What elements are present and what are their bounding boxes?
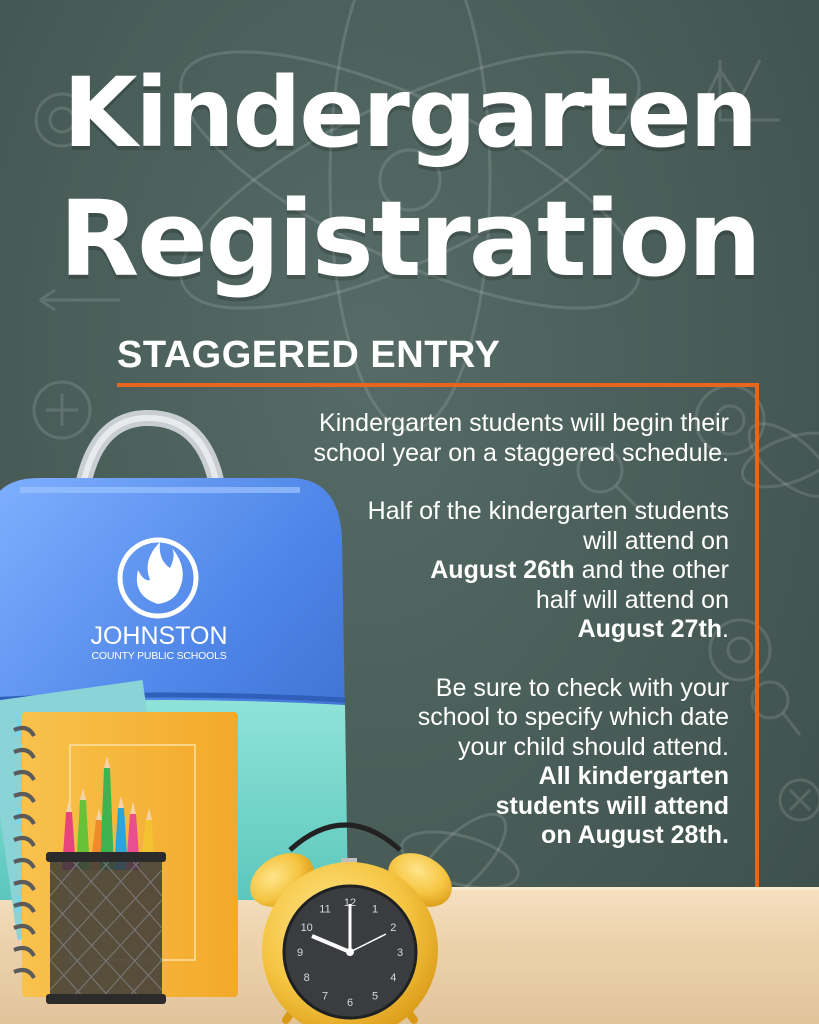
clock-number: 5 <box>371 990 379 1003</box>
all-attend-line-3: on August 28th. <box>541 821 729 849</box>
clock-number: 11 <box>319 903 331 916</box>
pencil-cup <box>46 852 166 1004</box>
staggered-entry-heading: STAGGERED ENTRY <box>117 334 501 376</box>
clock-number: 9 <box>296 947 304 959</box>
dates-line-4: half will attend on <box>535 585 729 614</box>
clock-number: 2 <box>390 922 397 934</box>
clock-number: 12 <box>343 897 357 909</box>
date-suffix: . <box>722 615 729 643</box>
title-line-1: Kindergarten <box>63 57 756 169</box>
dates-line-2: will attend on <box>583 526 729 555</box>
dates-line-1: Half of the kindergarten students <box>367 497 729 525</box>
check-line-2: school to specify which date <box>417 703 729 731</box>
check-line-3: your child should attend. <box>457 732 729 761</box>
clock-number: 7 <box>321 990 329 1003</box>
intro-line-2: school year on a staggered schedule. <box>313 438 729 467</box>
district-logo-subname: COUNTY PUBLIC SCHOOLS <box>91 650 227 662</box>
dates-line-3-rest: and the other <box>574 556 729 584</box>
clock-number: 6 <box>346 997 354 1009</box>
check-line-1: Be sure to check with your <box>435 673 729 702</box>
district-logo-name: JOHNSTON <box>90 622 228 650</box>
intro-line-1: Kindergarten students will begin their <box>319 409 729 437</box>
clock-number: 3 <box>396 947 404 959</box>
clock-number: 10 <box>300 922 313 934</box>
date-august-27: August 27th <box>577 615 723 643</box>
all-attend-line-1: All kindergarten <box>538 762 729 790</box>
clock-number: 4 <box>390 972 397 984</box>
all-attend-line-2: students will attend <box>495 791 729 820</box>
clock-number: 8 <box>303 972 310 984</box>
date-august-26: August 26th <box>430 556 575 584</box>
clock-number: 1 <box>371 903 379 916</box>
title-line-2: Registration <box>59 178 760 300</box>
